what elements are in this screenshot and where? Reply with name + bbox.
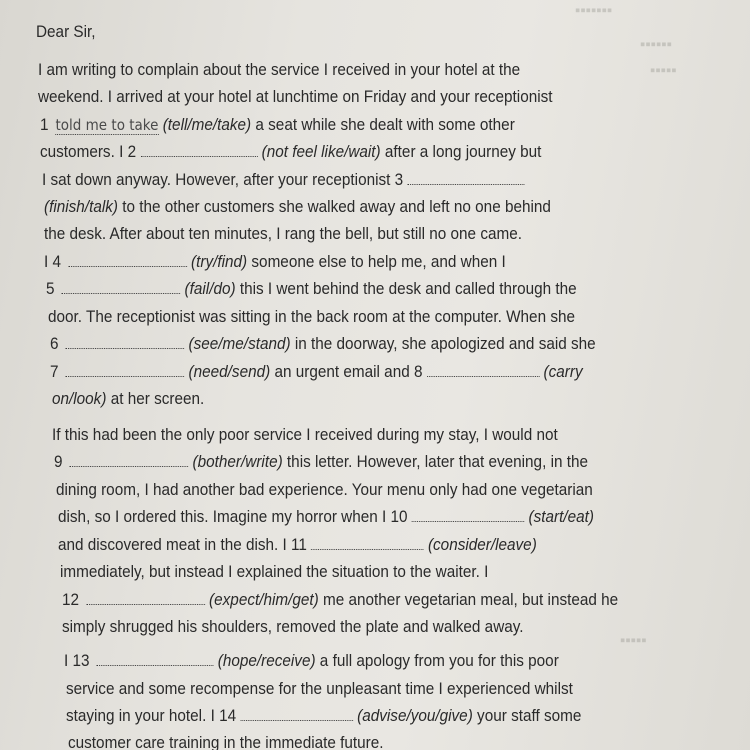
answer-blank[interactable] [407,171,524,185]
verb-prompt: (expect/him/get) [209,590,319,609]
item-number: 9 [54,452,63,471]
letter-text: this letter. However, later that evening, in the [286,452,589,471]
letter-text: staying in your hotel. I 14 [66,706,237,725]
letter-text: service and some recompense for the unpleasant time I experienced whilst [66,679,573,698]
show-through-text: ▪▪▪▪▪▪ [640,36,672,53]
letter-text: dining room, I had another bad experience. Your menu only had one vegetarian [56,480,593,499]
letter-text: If this had been the only poor service I received during my stay, I would not [52,425,558,444]
letter-line [46,279,577,299]
answer-blank[interactable] [240,707,353,721]
answer-blank[interactable] [61,280,180,294]
letter-line [44,197,551,217]
verb-prompt: (need/send) [188,362,271,381]
letter-line [66,706,581,726]
letter-line [38,60,520,80]
letter-line [44,224,522,244]
letter-text: at her screen. [110,389,205,408]
verb-prompt: (consider/leave) [427,535,537,554]
letter-line [52,425,558,445]
show-through-text: ▪▪▪▪▪▪▪ [575,2,613,19]
letter-line [58,535,537,555]
verb-prompt: (see/me/stand) [188,334,291,353]
answer-blank[interactable] [427,363,540,377]
letter-text: the desk. After about ten minutes, I rang the bell, but still no one came. [44,224,522,243]
letter-line [68,733,384,750]
verb-prompt: (hope/receive) [217,651,316,670]
answer-blank[interactable] [311,536,424,550]
letter-line [44,252,506,272]
verb-prompt: (try/find) [191,252,248,271]
example-answer: told me to take [55,116,159,134]
letter-line [56,480,593,500]
item-number: I 4 [44,252,62,271]
letter-line [66,679,573,699]
letter-line [64,651,559,671]
answer-blank[interactable] [96,652,213,666]
verb-prompt: on/look) [52,389,107,408]
verb-prompt: (tell/me/take) [162,115,252,134]
letter-text: a full apology from you for this poor [319,651,559,670]
answer-blank[interactable] [412,508,525,522]
letter-text: in the doorway, she apologized and said she [294,334,596,353]
letter-line [52,389,204,409]
answer-blank[interactable] [65,363,184,377]
answer-blank[interactable] [69,453,188,467]
answer-blank[interactable] [86,591,205,605]
letter-text: simply shrugged his shoulders, removed the plate and walked away. [62,617,524,636]
letter-text: a seat while she dealt with some other [255,115,515,134]
item-number: 6 [50,334,59,353]
item-number: 12 [62,590,80,609]
letter-text: me another vegetarian meal, but instead he [323,590,619,609]
letter-text: after a long journey but [384,142,542,161]
letter-text: customers. I 2 [40,142,137,161]
answer-blank[interactable] [68,253,187,267]
item-number: 1 [40,115,49,134]
letter-line [40,115,515,135]
item-number: I 13 [64,651,90,670]
letter-text: customer care training in the immediate future. [68,733,384,750]
letter-line [42,170,524,190]
letter-text: dish, so I ordered this. Imagine my horror when I 10 [58,507,408,526]
answer-blank[interactable] [65,335,184,349]
letter-text: your staff some [477,706,582,725]
letter-text: and discovered meat in the dish. I 11 [58,535,307,554]
letter-text: an urgent email and 8 [274,362,423,381]
letter-line [54,452,588,472]
letter-text: I sat down anyway. However, after your receptionist 3 [42,170,404,189]
show-through-text: ▪▪▪▪▪ [650,62,677,79]
verb-prompt: (finish/talk) [44,197,118,216]
letter-text: I am writing to complain about the service I received in your hotel at the [38,60,521,79]
verb-prompt: (fail/do) [184,279,236,298]
letter-text: to the other customers she walked away and left no one behind [122,197,551,216]
greeting: Dear Sir, [36,22,96,41]
letter-text: weekend. I arrived at your hotel at lunchtime on Friday and your receptionist [38,87,553,106]
answer-blank[interactable] [140,143,257,157]
verb-prompt: (bother/write) [192,452,283,471]
letter-line [48,307,575,327]
letter-text: this I went behind the desk and called through the [239,279,577,298]
letter-line [50,334,596,354]
letter-text: someone else to help me, and when I [251,252,506,271]
letter-text: door. The receptionist was sitting in the back room at the computer. When she [48,307,576,326]
verb-prompt: (advise/you/give) [357,706,473,725]
item-number: 5 [46,279,55,298]
letter-line [40,142,541,162]
show-through-text: ▪▪▪▪▪ [620,632,647,649]
letter-line [60,562,488,582]
letter-line [62,590,618,610]
item-number: 7 [50,362,59,381]
letter-line [50,362,583,382]
letter-line [62,617,524,637]
verb-prompt: (not feel like/wait) [261,142,381,161]
letter-text: immediately, but instead I explained the situation to the waiter. I [60,562,489,581]
verb-prompt: (start/eat) [528,507,595,526]
verb-prompt: (carry [543,362,583,381]
letter-line [38,87,553,107]
letter-line [58,507,594,527]
